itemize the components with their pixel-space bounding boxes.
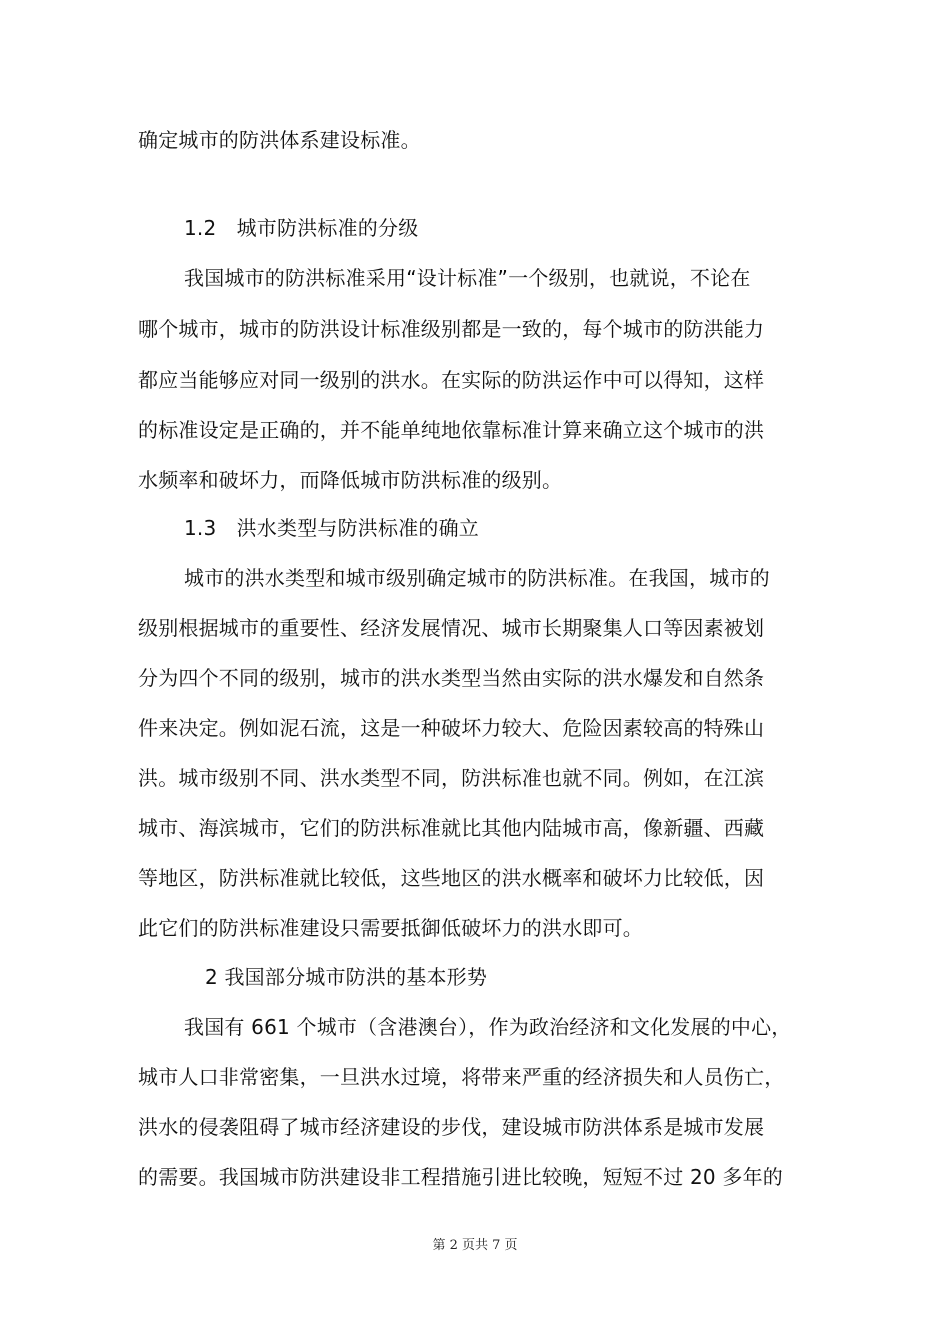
section-heading-1-2: 1.2 城市防洪标准的分级 xyxy=(184,216,419,240)
body-text-line: 的需要。我国城市防洪建设非工程措施引进比较晚，短短不过 20 多年的 xyxy=(138,1165,783,1189)
body-text-line: 件来决定。例如泥石流，这是一种破坏力较大、危险因素较高的特殊山 xyxy=(138,716,765,740)
body-text-line: 哪个城市，城市的防洪设计标准级别都是一致的，每个城市的防洪能力 xyxy=(138,317,765,341)
body-text-line: 城市的洪水类型和城市级别确定城市的防洪标准。在我国，城市的 xyxy=(184,566,770,590)
body-text-line: 此它们的防洪标准建设只需要抵御低破坏力的洪水即可。 xyxy=(138,916,643,940)
body-text-line: 洪水的侵袭阻碍了城市经济建设的步伐，建设城市防洪体系是城市发展 xyxy=(138,1115,765,1139)
body-text-line: 洪。城市级别不同、洪水类型不同，防洪标准也就不同。例如，在江滨 xyxy=(138,766,765,790)
body-text-line: 分为四个不同的级别，城市的洪水类型当然由实际的洪水爆发和自然条 xyxy=(138,666,765,690)
body-text-line: 级别根据城市的重要性、经济发展情况、城市长期聚集人口等因素被划 xyxy=(138,616,765,640)
body-text-line: 等地区，防洪标准就比较低，这些地区的洪水概率和破坏力比较低，因 xyxy=(138,866,765,890)
body-text-line: 确定城市的防洪体系建设标准。 xyxy=(138,128,421,152)
body-text-line: 水频率和破坏力，而降低城市防洪标准的级别。 xyxy=(138,468,563,492)
body-text-line: 城市、海滨城市，它们的防洪标准就比其他内陆城市高，像新疆、西藏 xyxy=(138,816,765,840)
section-heading-2: 2 我国部分城市防洪的基本形势 xyxy=(205,965,488,989)
section-heading-1-3: 1.3 洪水类型与防洪标准的确立 xyxy=(184,516,480,540)
body-text-line: 的标准设定是正确的，并不能单纯地依靠标准计算来确立这个城市的洪 xyxy=(138,418,765,442)
body-text-line: 都应当能够应对同一级别的洪水。在实际的防洪运作中可以得知，这样 xyxy=(138,368,765,392)
body-text-line: 我国有 661 个城市（含港澳台），作为政治经济和文化发展的中心， xyxy=(184,1015,792,1039)
body-text-line: 我国城市的防洪标准采用“设计标准”一个级别，也就说，不论在 xyxy=(184,266,751,290)
body-text-line: 城市人口非常密集，一旦洪水过境，将带来严重的经济损失和人员伤亡， xyxy=(138,1065,785,1089)
page-number-footer: 第 2 页共 7 页 xyxy=(432,1238,518,1253)
